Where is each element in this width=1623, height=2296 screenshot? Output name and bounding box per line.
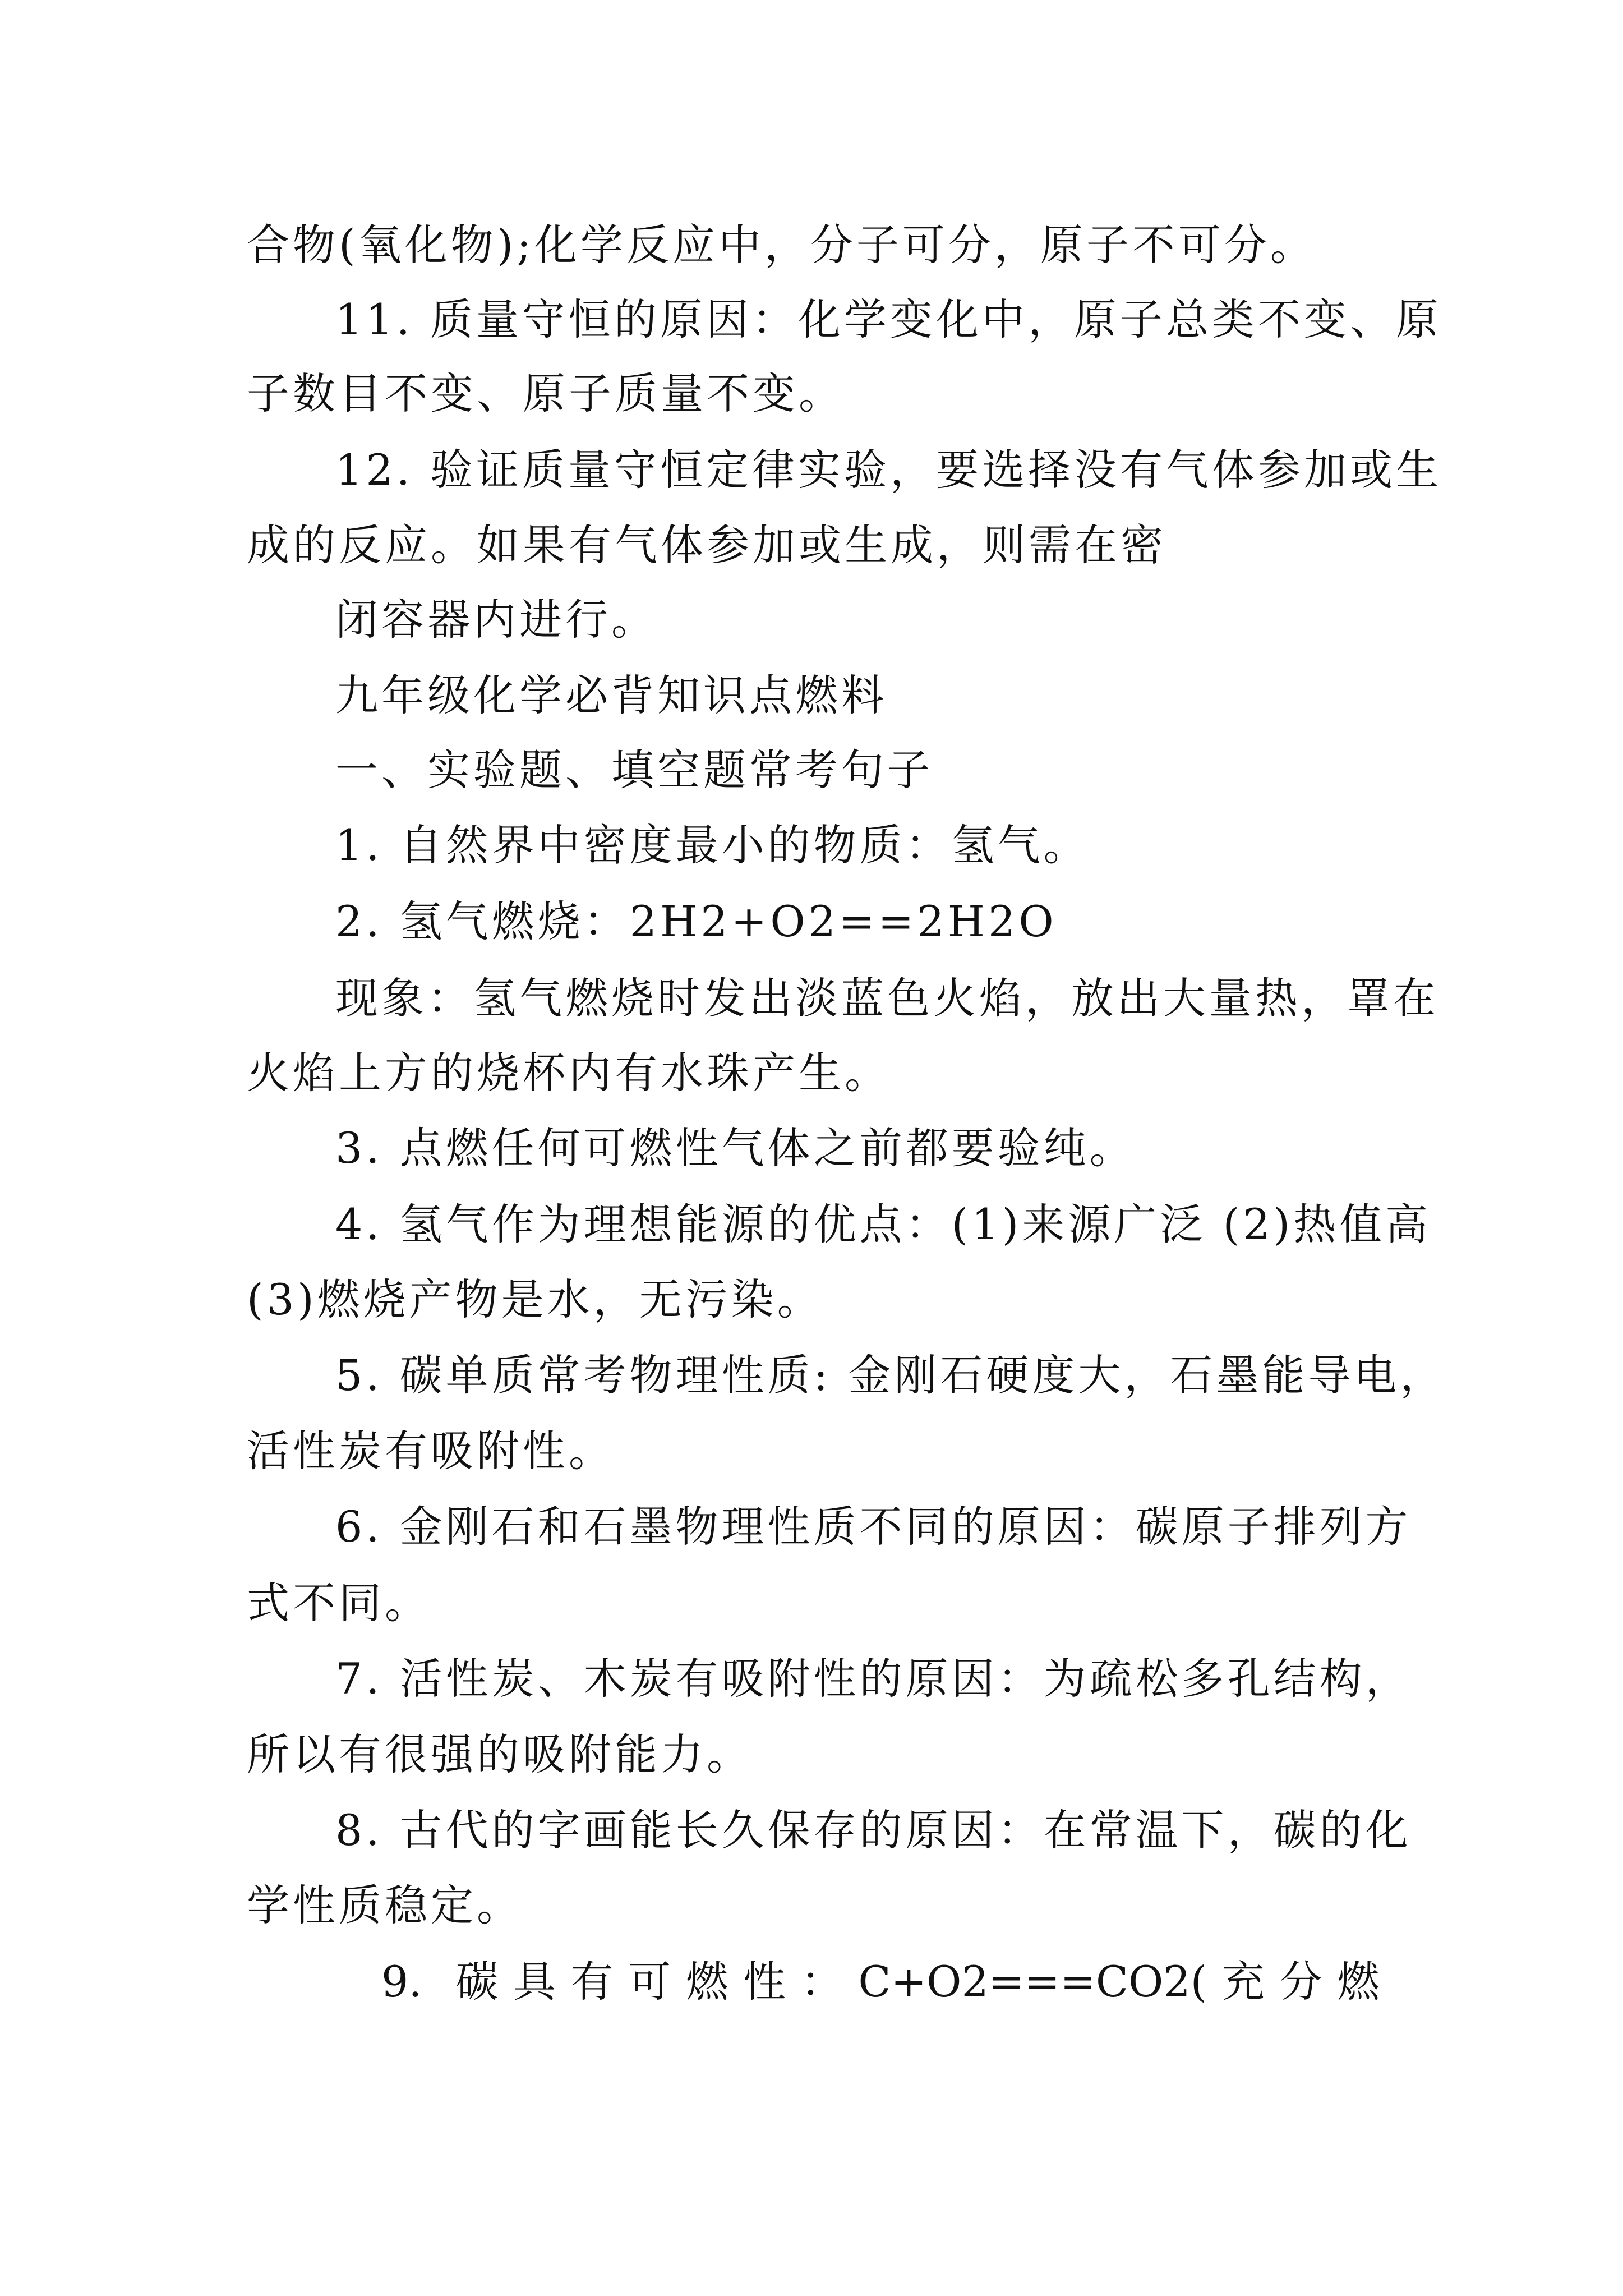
char-token: ： xyxy=(800,1957,843,2007)
text-line: 成的反应。如果有气体参加或生成，则需在密 xyxy=(247,520,1166,570)
char-token: 充 xyxy=(1221,1957,1265,2007)
text-line: 8. 古代的字画能长久保存的原因：在常温下，碳的化 xyxy=(335,1805,1412,1855)
text-line: (3)燃烧产物是水，无污染。 xyxy=(247,1274,823,1324)
char-token: 具 xyxy=(513,1957,556,2007)
text-line: 1. 自然界中密度最小的物质：氢气。 xyxy=(335,820,1090,870)
text-line: 5. 碳单质常考物理性质: 金刚石硬度大，石墨能导电， xyxy=(335,1350,1446,1400)
text-line: 闭容器内进行。 xyxy=(335,595,657,645)
char-token: 碳 xyxy=(455,1957,499,2007)
text-line: 4. 氢气作为理想能源的优点：(1)来源广泛 (2)热值高 xyxy=(335,1199,1432,1249)
text-line: 火焰上方的烧杯内有水珠产生。 xyxy=(247,1048,891,1098)
subsection-heading: 一、实验题、填空题常考句子 xyxy=(335,745,933,795)
text-line: 11. 质量守恒的原因：化学变化中，原子总类不变、原 xyxy=(335,295,1442,344)
char-token: 性 xyxy=(743,1957,786,2007)
item-number: 9. xyxy=(381,1957,422,2007)
char-token: 燃 xyxy=(1336,1957,1380,2007)
text-line: 式不同。 xyxy=(247,1578,431,1628)
justified-line xyxy=(381,1954,1380,2010)
text-line: 活性炭有吸附性。 xyxy=(247,1426,615,1476)
text-line: 7. 活性炭、木炭有吸附性的原因：为疏松多孔结构， xyxy=(335,1654,1412,1704)
text-line: 3. 点燃任何可燃性气体之前都要验纯。 xyxy=(335,1123,1136,1173)
char-token: 可 xyxy=(628,1957,671,2007)
text-line: 现象：氢气燃烧时发出淡蓝色火焰，放出大量热，罩在 xyxy=(335,973,1439,1023)
text-line: 学性质稳定。 xyxy=(247,1880,523,1930)
char-token: C+O2===CO2( xyxy=(858,1957,1207,2007)
text-line: 12. 验证质量守恒定律实验，要选择没有气体参加或生 xyxy=(335,445,1442,495)
char-token: 分 xyxy=(1279,1957,1322,2007)
spread-text xyxy=(456,1954,1380,2010)
text-line: 所以有很强的吸附能力。 xyxy=(247,1729,753,1779)
char-token: 燃 xyxy=(685,1957,728,2007)
text-line: 合物(氧化物);化学反应中，分子可分，原子不可分。 xyxy=(247,220,1316,270)
text-line: 子数目不变、原子质量不变。 xyxy=(247,369,845,418)
section-heading: 九年级化学必背知识点燃料 xyxy=(335,670,887,720)
char-token: 有 xyxy=(570,1957,614,2007)
text-line: 6. 金刚石和石墨物理性质不同的原因：碳原子排列方 xyxy=(335,1502,1412,1552)
text-line: 2. 氢气燃烧：2H2+O2==2H2O xyxy=(335,896,1057,946)
